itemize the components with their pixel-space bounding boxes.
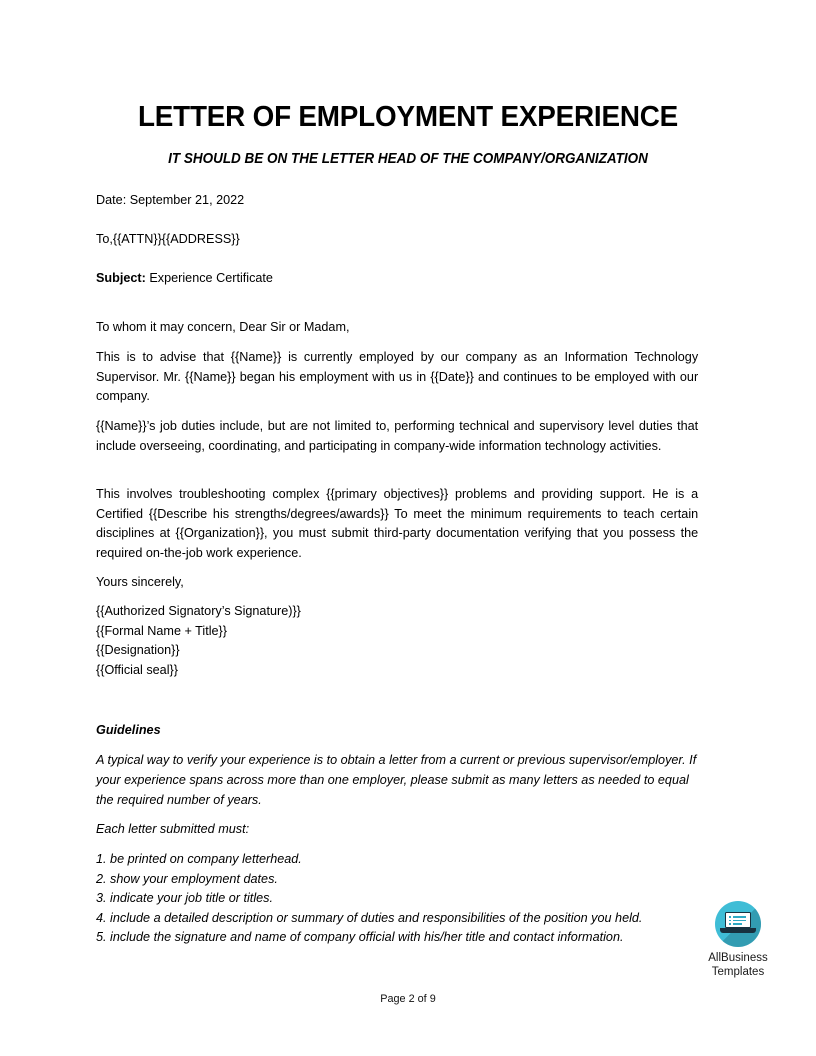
screen-line xyxy=(733,923,742,925)
salutation-line: To whom it may concern, Dear Sir or Madam, xyxy=(96,319,350,334)
signature-line: {{Designation}} xyxy=(96,642,180,657)
guidelines-heading: Guidelines xyxy=(96,722,161,737)
subject-value: Experience Certificate xyxy=(145,270,273,285)
body-paragraph-3: This involves troubleshooting complex {{primary objectives}} problems and providing support. He is a Certified {{Describe his strengths/degrees/awards}} To meet the minimum requirements to teach certain disciplines at {{Organization}}, you must submit third-party documentation verifying that you possess the required on-the-job work experience. xyxy=(96,486,699,560)
signature-line: {{Formal Name + Title}} xyxy=(96,622,227,638)
signature-block xyxy=(96,601,698,679)
closing-line: Yours sincerely, xyxy=(96,574,184,589)
screen-line xyxy=(733,916,746,918)
body-paragraph-2: {{Name}}’s job duties include, but are not limited to, performing technical and supervisory level duties that include overseeing, coordinating, and participating in company-wide information technology activities. xyxy=(96,418,699,453)
recipient-line: To,{{ATTN}}{{ADDRESS}} xyxy=(96,231,240,246)
laptop-screen xyxy=(725,912,751,928)
guidelines-list xyxy=(96,849,698,947)
list-item: 1. be printed on company letterhead. xyxy=(96,851,302,866)
screen-bullet xyxy=(729,923,731,925)
list-item: 2. show your employment dates. xyxy=(96,870,278,886)
page-title: LETTER OF EMPLOYMENT EXPERIENCE xyxy=(137,101,679,133)
page-number-footer: Page 2 of 9 xyxy=(380,993,436,1005)
screen-bullet xyxy=(729,916,731,918)
logo-text-line-2: Templates xyxy=(711,965,765,978)
allbusiness-templates-logo xyxy=(697,901,779,979)
page-subtitle: IT SHOULD BE ON THE LETTER HEAD OF THE COMPANY/ORGANIZATION xyxy=(168,151,648,167)
screen-bullet xyxy=(729,920,731,922)
logo-text-line-1: AllBusiness xyxy=(708,952,768,964)
date-line: Date: September 21, 2022 xyxy=(96,192,245,207)
list-item: 5. include the signature and name of company official with his/her title and contact information. xyxy=(96,929,624,944)
logo-text xyxy=(697,952,779,979)
subject-line xyxy=(96,268,698,288)
list-item: 3. indicate your job title or titles. xyxy=(96,890,273,905)
signature-line: {{Official seal}} xyxy=(96,661,178,677)
list-item: 4. include a detailed description or summary of duties and responsibilities of the position you held. xyxy=(96,909,643,925)
body-paragraph-1: This is to advise that {{Name}} is currently employed by our company as an Information Technology Supervisor. Mr. {{Name}} began his employment with us in {{Date}} and continues to be employed with our company. xyxy=(96,349,699,404)
signature-line: {{Authorized Signatory’s Signature)}} xyxy=(96,603,301,618)
subject-label: Subject: xyxy=(96,270,146,285)
laptop-list-icon xyxy=(715,901,761,947)
laptop-base xyxy=(720,928,756,933)
guidelines-intro: A typical way to verify your experience is to obtain a letter from a current or previous supervisor/employer. If your experience spans across more than one employer, please submit as many letters as needed to equal the required number of years. xyxy=(96,752,697,807)
guidelines-lead-in: Each letter submitted must: xyxy=(96,821,250,836)
screen-line xyxy=(733,920,746,922)
